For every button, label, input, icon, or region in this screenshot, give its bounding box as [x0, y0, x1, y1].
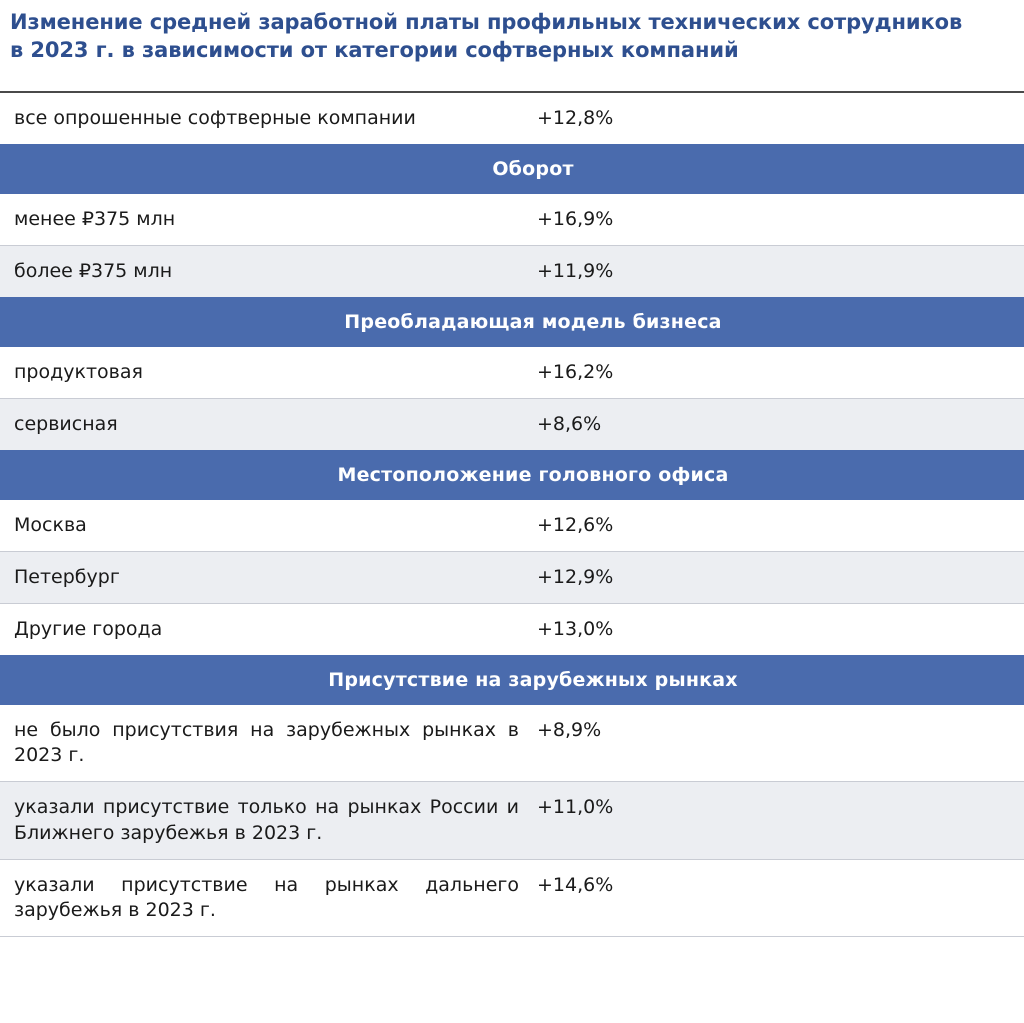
page-title — [0, 0, 1024, 65]
table-body — [0, 92, 1024, 937]
table-row — [0, 859, 1024, 936]
row-category-label: Другие города — [0, 604, 529, 656]
table-row — [0, 782, 1024, 859]
row-category-label: продуктовая — [0, 347, 529, 398]
table-group-header-row — [0, 144, 1024, 194]
table-row — [0, 245, 1024, 297]
row-category-label: указали присутствие только на рынках России и Ближнего зарубежья в 2023 г. — [0, 782, 529, 859]
table-row — [0, 705, 1024, 781]
row-value: +12,9% — [529, 552, 1024, 604]
table-group-header-row — [0, 297, 1024, 347]
row-value: +12,6% — [529, 500, 1024, 551]
table-group-header-row — [0, 655, 1024, 705]
table-row — [0, 194, 1024, 245]
row-separator-line — [0, 936, 1024, 937]
group-header-label: Присутствие на зарубежных рынках — [0, 655, 1024, 705]
row-category-label: Москва — [0, 500, 529, 551]
row-value: +12,8% — [529, 92, 1024, 144]
group-header-label: Оборот — [0, 144, 1024, 194]
table-group-header-row — [0, 450, 1024, 500]
table-row — [0, 604, 1024, 656]
table-row — [0, 500, 1024, 551]
page-title-line-1: Изменение средней заработной платы профильных технических сотрудников — [10, 10, 963, 34]
row-value: +16,9% — [529, 194, 1024, 245]
row-category-label: менее ₽375 млн — [0, 194, 529, 245]
row-value: +8,6% — [529, 399, 1024, 451]
group-header-label: Местоположение головного офиса — [0, 450, 1024, 500]
row-value: +8,9% — [529, 705, 1024, 781]
row-value: +11,0% — [529, 782, 1024, 859]
row-value: +14,6% — [529, 859, 1024, 936]
salary-change-table — [0, 91, 1024, 937]
row-category-label: указали присутствие на рынках дальнего зарубежья в 2023 г. — [0, 859, 529, 936]
table-row — [0, 347, 1024, 398]
row-category-label: более ₽375 млн — [0, 245, 529, 297]
row-category-label: не было присутствия на зарубежных рынках в 2023 г. — [0, 705, 529, 781]
row-value: +16,2% — [529, 347, 1024, 398]
row-value: +13,0% — [529, 604, 1024, 656]
table-row — [0, 92, 1024, 144]
row-category-label: Петербург — [0, 552, 529, 604]
row-category-label: сервисная — [0, 399, 529, 451]
table-row — [0, 399, 1024, 451]
row-value: +11,9% — [529, 245, 1024, 297]
table-row — [0, 552, 1024, 604]
page-title-line-2: в 2023 г. в зависимости от категории софтверных компаний — [10, 38, 739, 63]
group-header-label: Преобладающая модель бизнеса — [0, 297, 1024, 347]
row-separator — [0, 936, 1024, 937]
row-category-label: все опрошенные софтверные компании — [0, 92, 529, 144]
